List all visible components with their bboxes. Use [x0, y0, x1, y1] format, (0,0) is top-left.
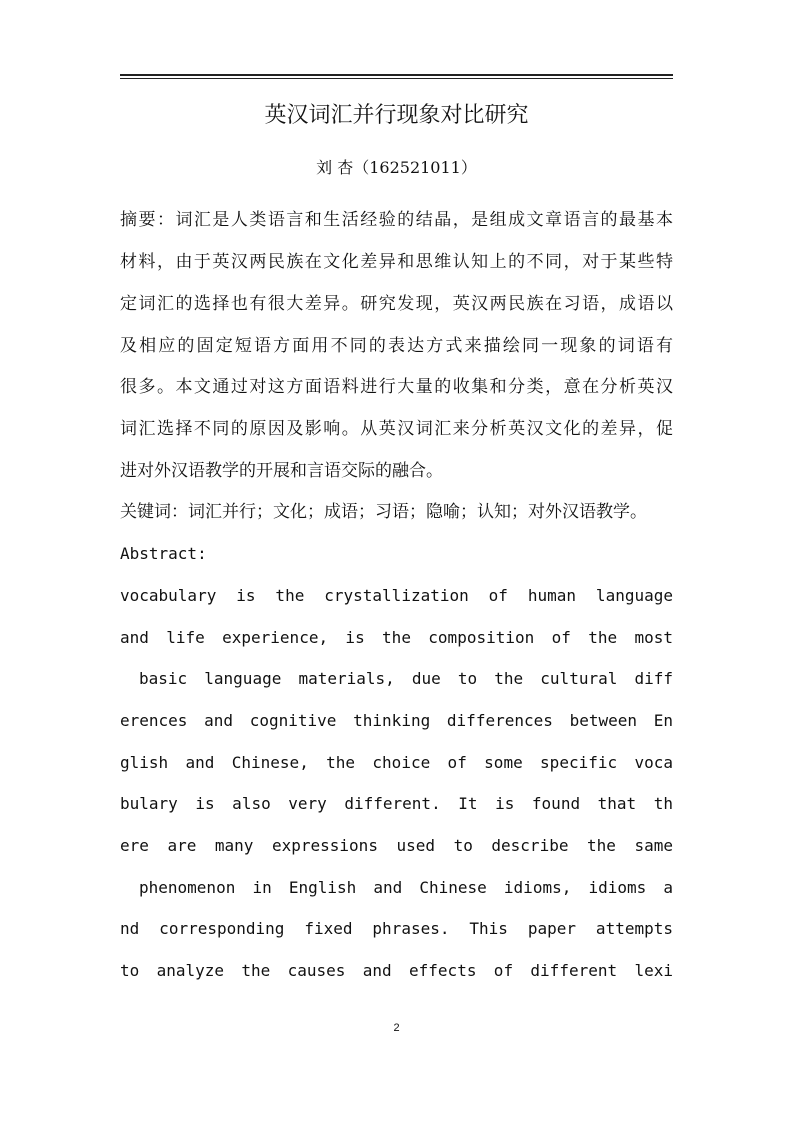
header-rule-thick	[120, 74, 673, 76]
abstract-cn-line: 很多。本文通过对这方面语料进行大量的收集和分类，意在分析英汉	[120, 377, 673, 397]
abstract-cn-line: 摘要：词汇是人类语言和生活经验的结晶，是组成文章语言的最基本	[120, 210, 673, 230]
abstract-en-line: erences and cognitive thinking differences between En	[120, 711, 673, 730]
abstract-en-line: vocabulary is the crystallization of human language	[120, 586, 673, 605]
author-line: 刘 杏（162521011）	[316, 158, 477, 177]
abstract-en-line: glish and Chinese, the choice of some specific voca	[120, 753, 673, 772]
abstract-en-line: bulary is also very different. It is found that th	[120, 794, 673, 813]
header-rule-thin	[120, 78, 673, 79]
abstract-en-line: and life experience, is the composition of the most	[120, 628, 673, 647]
abstract-cn-line: 词汇选择不同的原因及影响。从英汉词汇来分析英汉文化的差异，促	[120, 419, 673, 439]
paper-title: 英汉词汇并行现象对比研究	[264, 103, 529, 128]
abstract-cn-line: 材料，由于英汉两民族在文化差异和思维认知上的不同，对于某些特	[120, 252, 673, 272]
page-number: 2	[393, 1022, 400, 1034]
keywords-line: 关键词：词汇并行；文化；成语；习语；隐喻；认知；对外汉语教学。	[120, 502, 647, 522]
abstract-cn-line: 进对外汉语教学的开展和言语交际的融合。	[120, 461, 443, 481]
abstract-en-line: ere are many expressions used to describe the same	[120, 836, 673, 855]
abstract-en-line: basic language materials, due to the cultural diff	[139, 669, 673, 688]
abstract-en-line: to analyze the causes and effects of different lexi	[120, 961, 673, 980]
abstract-cn-line: 及相应的固定短语方面用不同的表达方式来描绘同一现象的词语有	[120, 336, 673, 356]
abstract-cn-line: 定词汇的选择也有很大差异。研究发现，英汉两民族在习语，成语以	[120, 294, 673, 314]
abstract-en-line: phenomenon in English and Chinese idioms, idioms a	[139, 878, 673, 897]
abstract-en-label: Abstract:	[120, 544, 207, 563]
abstract-en-line: nd corresponding fixed phrases. This paper attempts	[120, 919, 673, 938]
